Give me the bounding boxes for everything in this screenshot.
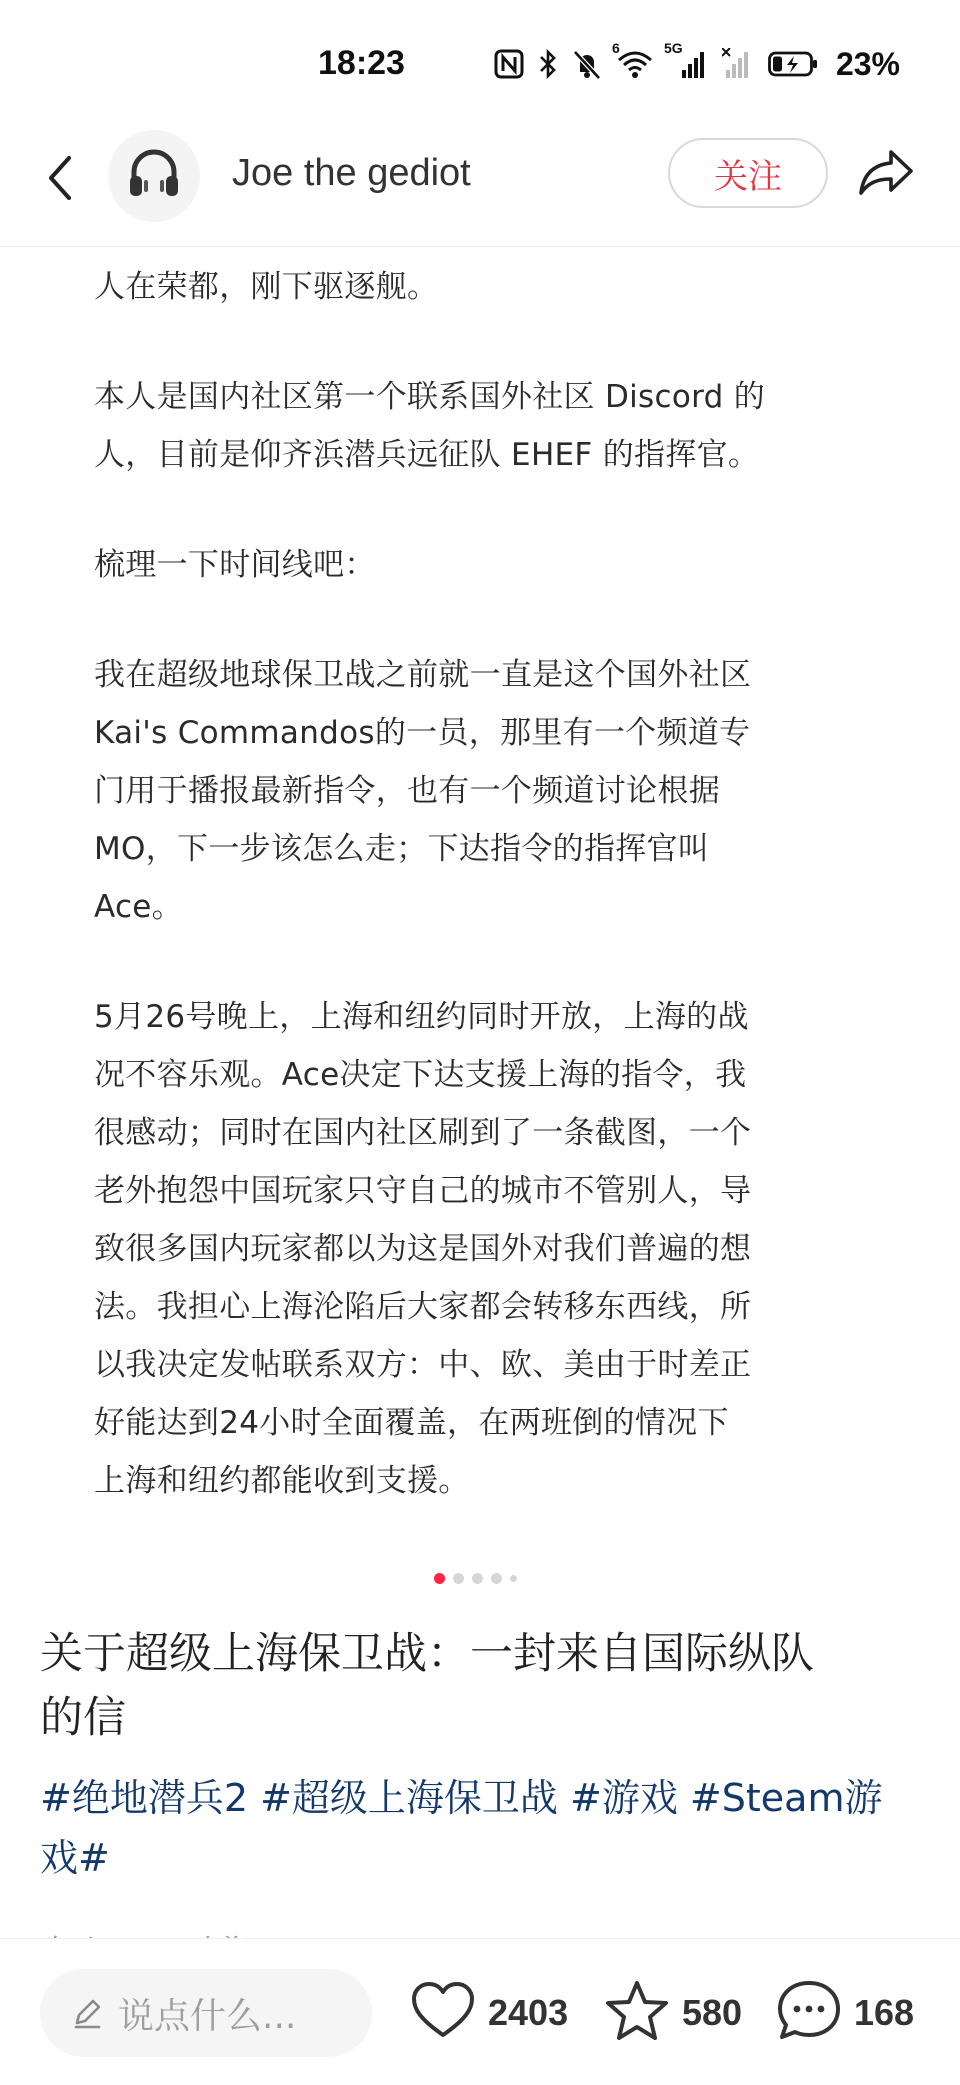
wifi-badge: 6 [611, 40, 620, 56]
favorite-count: 580 [682, 1992, 743, 2033]
back-button[interactable] [30, 150, 90, 210]
comment-placeholder: 说点什么... [118, 1995, 297, 2037]
text-line: 上海和纽约都能收到支援。 [94, 1463, 470, 1499]
text-line: MO，下一步该怎么走；下达指令的指挥官叫 [94, 831, 710, 867]
text-line: Ace。 [94, 889, 183, 925]
favorite-button[interactable] [604, 1975, 742, 2051]
post-tags [40, 1768, 920, 1888]
pencil-icon [70, 1996, 104, 2030]
paragraph [94, 536, 874, 594]
paragraph [94, 988, 874, 1510]
headphones-icon [122, 142, 186, 210]
text-line: 梳理一下时间线吧： [94, 547, 376, 583]
comment-bubble-icon [776, 1979, 842, 2047]
battery-icon [768, 50, 818, 78]
comment-button[interactable] [776, 1975, 914, 2051]
network-badge: 5G [663, 40, 683, 56]
title-line: 关于超级上海保卫战：一封来自国际纵队 [40, 1629, 814, 1679]
avatar[interactable] [108, 130, 200, 222]
follow-button[interactable]: 关注 [668, 138, 828, 208]
text-line: 门用于播报最新指令，也有一个频道讨论根据 [94, 773, 720, 809]
text-line: 人在荣都，刚下驱逐舰。 [94, 269, 439, 305]
tag-line[interactable]: 戏# [40, 1836, 110, 1880]
nav-bar [0, 130, 960, 247]
battery-percent: 23% [835, 45, 900, 82]
carousel-dot [453, 1573, 464, 1584]
author-name[interactable]: Joe the gediot [232, 152, 471, 194]
bluetooth-icon [538, 48, 558, 80]
comment-count: 168 [854, 1992, 915, 2033]
post-content [94, 258, 874, 1562]
paragraph [94, 368, 874, 484]
text-line: 很感动；同时在国内社区刷到了一条截图，一个 [94, 1115, 752, 1151]
status-bar [0, 0, 960, 130]
text-line: 5月26号晚上，上海和纽约同时开放，上海的战 [94, 999, 749, 1035]
like-button[interactable] [410, 1975, 568, 2051]
share-button[interactable] [852, 144, 920, 204]
text-line: 法。我担心上海沦陷后大家都会转移东西线，所 [94, 1289, 752, 1325]
nfc-icon [494, 49, 524, 79]
text-line: 以我决定发帖联系双方：中、欧、美由于时差正 [94, 1347, 752, 1383]
signal-5g-icon [663, 40, 708, 80]
chevron-left-icon [43, 154, 77, 206]
text-line: Kai's Commandos的一员，那里有一个频道专 [94, 715, 751, 751]
carousel-indicator [434, 1571, 517, 1585]
star-icon [604, 1979, 670, 2047]
paragraph [94, 258, 874, 316]
paragraph [94, 646, 874, 936]
carousel-dot-active [434, 1573, 445, 1584]
status-time: 18:23 [318, 44, 405, 82]
like-count: 2403 [488, 1992, 569, 2033]
text-line: 本人是国内社区第一个联系国外社区 Discord 的 [94, 379, 766, 415]
text-line: 好能达到24小时全面覆盖，在两班倒的情况下 [94, 1405, 729, 1441]
text-line: 人，目前是仰齐浜潜兵远征队 EHEF 的指挥官。 [94, 437, 760, 473]
bottom-action-bar [0, 1938, 960, 2085]
carousel-dot [472, 1573, 483, 1584]
title-line: 的信 [40, 1693, 126, 1743]
signal-icon [722, 48, 754, 80]
mute-icon [572, 48, 602, 80]
tag-line[interactable]: #绝地潜兵2 #超级上海保卫战 #游戏 #Steam游 [40, 1776, 883, 1820]
carousel-dot [491, 1573, 502, 1584]
text-line: 老外抱怨中国玩家只守自己的城市不管别人，导 [94, 1173, 752, 1209]
carousel-dot [510, 1575, 517, 1582]
text-line: 致很多国内玩家都以为这是国外对我们普遍的想 [94, 1231, 752, 1267]
share-icon [857, 147, 915, 201]
wifi-icon [611, 40, 654, 80]
text-line: 况不容乐观。Ace决定下达支援上海的指令，我 [94, 1057, 747, 1093]
post-title [40, 1622, 920, 1750]
text-line: 我在超级地球保卫战之前就一直是这个国外社区 [94, 657, 752, 693]
status-icons [494, 40, 900, 84]
comment-input[interactable] [40, 1969, 372, 2057]
heart-icon [410, 1981, 476, 2045]
